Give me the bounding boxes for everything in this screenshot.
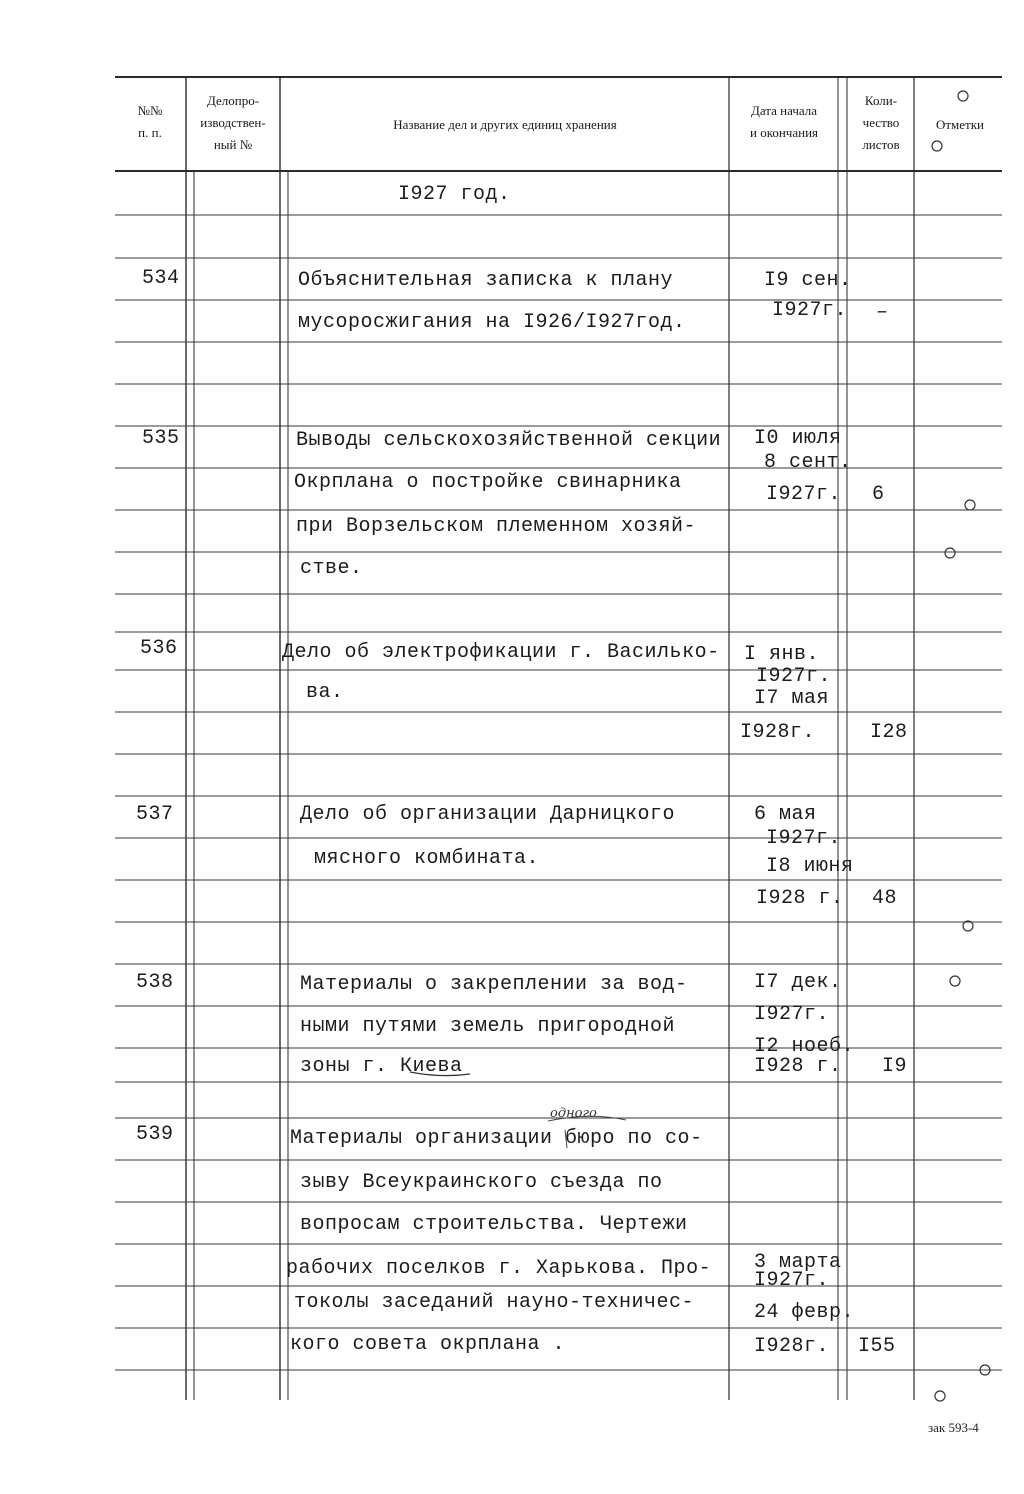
entry-title-line: Материалы организации бюро по со-: [290, 1127, 703, 1150]
entry-date-line: I927г.: [754, 1269, 830, 1292]
entry-date-line: I7 дек.: [754, 971, 842, 994]
entry-title-line: рабочих поселков г. Харькова. Про-: [286, 1257, 712, 1280]
entry-number: 534: [142, 267, 180, 290]
header-dates: Дата начала и окончания: [749, 103, 819, 140]
handwritten-insertion: одного: [550, 1106, 597, 1121]
entry-title-line: стве.: [300, 557, 363, 580]
entry-date-line: I янв.: [744, 643, 820, 666]
entry-date-line: 6 мая: [754, 803, 817, 826]
entry-sheets: I9: [882, 1055, 908, 1078]
header-title: Название дел и других единиц хранения: [393, 117, 617, 132]
entry-date-line: 24 февр.: [754, 1301, 855, 1324]
entry-number: 539: [136, 1123, 174, 1146]
entry-sheets: I55: [858, 1335, 896, 1358]
entry-title-line: Выводы сельскохозяйственной секции: [296, 429, 722, 452]
entry-date-line: I927г.: [754, 1003, 830, 1026]
entry-date-line: I8 июня: [766, 855, 854, 878]
entry-date-line: I928г.: [754, 1335, 830, 1358]
entry-title-line: Дело об электрофикации г. Василько-: [282, 641, 720, 664]
entry-date-line: 8 сент.: [764, 451, 852, 474]
entry-title-line: при Ворзельском племенном хозяй-: [296, 515, 697, 538]
entry-number: 538: [136, 971, 174, 994]
entry-date-line: I927г.: [756, 665, 832, 688]
entry-title-line: Объяснительная записка к плану: [298, 269, 674, 292]
entry-number: 537: [136, 803, 174, 826]
entry-title-line: мясного комбината.: [314, 847, 540, 870]
header-office-number: Делопро- изводствен- ный №: [200, 93, 266, 152]
entry-title-line: ва.: [306, 681, 344, 704]
entry-date-line: I928 г.: [754, 1055, 842, 1078]
entry-date-line: I927г.: [772, 299, 848, 322]
entry-date-line: I9 сен.: [764, 269, 852, 292]
entry-sheets: 48: [872, 887, 898, 910]
order-code: зак 593-4: [928, 1420, 979, 1435]
entry-title-line: вопросам строительства. Чертежи: [300, 1213, 688, 1236]
entry-title-line: ными путями земель пригородной: [300, 1015, 676, 1038]
entry-title-line: зоны г. Киева: [300, 1055, 463, 1078]
entry-title-line: Дело об организации Дарницкого: [300, 803, 676, 826]
year-heading: I927 год.: [398, 183, 511, 206]
entry-date-line: I928 г.: [756, 887, 844, 910]
entry-sheets: 6: [872, 483, 885, 506]
entry-date-line: I0 июля: [754, 427, 842, 450]
entry-title-line: кого совета окрплана .: [290, 1333, 566, 1356]
entry-date-line: I7 мая: [754, 687, 830, 710]
entry-title-line: токолы заседаний науно-техничес-: [294, 1291, 695, 1314]
entry-title-line: зыву Всеукраинского съезда по: [300, 1171, 663, 1194]
entry-date-line: I2 ноеб.: [754, 1035, 855, 1058]
entry-number: 535: [142, 427, 180, 450]
entry-date-line: 3 марта: [754, 1251, 842, 1274]
header-notes: Отметки: [935, 117, 985, 132]
entry-date-line: I928г.: [740, 721, 816, 744]
entry-date-line: I927г.: [766, 483, 842, 506]
entry-title-line: Материалы о закреплении за вод-: [300, 973, 688, 996]
entry-sheets: I28: [870, 721, 908, 744]
entry-number: 536: [140, 637, 178, 660]
entry-date-line: I927г.: [766, 827, 842, 850]
header-sheets: Коли- чество листов: [862, 93, 900, 152]
entry-title-line: Окрплана о постройке свинарника: [294, 471, 682, 494]
header-number: №№ п. п.: [137, 103, 163, 140]
entry-title-line: мусоросжигания на I926/I927год.: [298, 311, 686, 334]
entry-sheets: –: [876, 301, 889, 324]
